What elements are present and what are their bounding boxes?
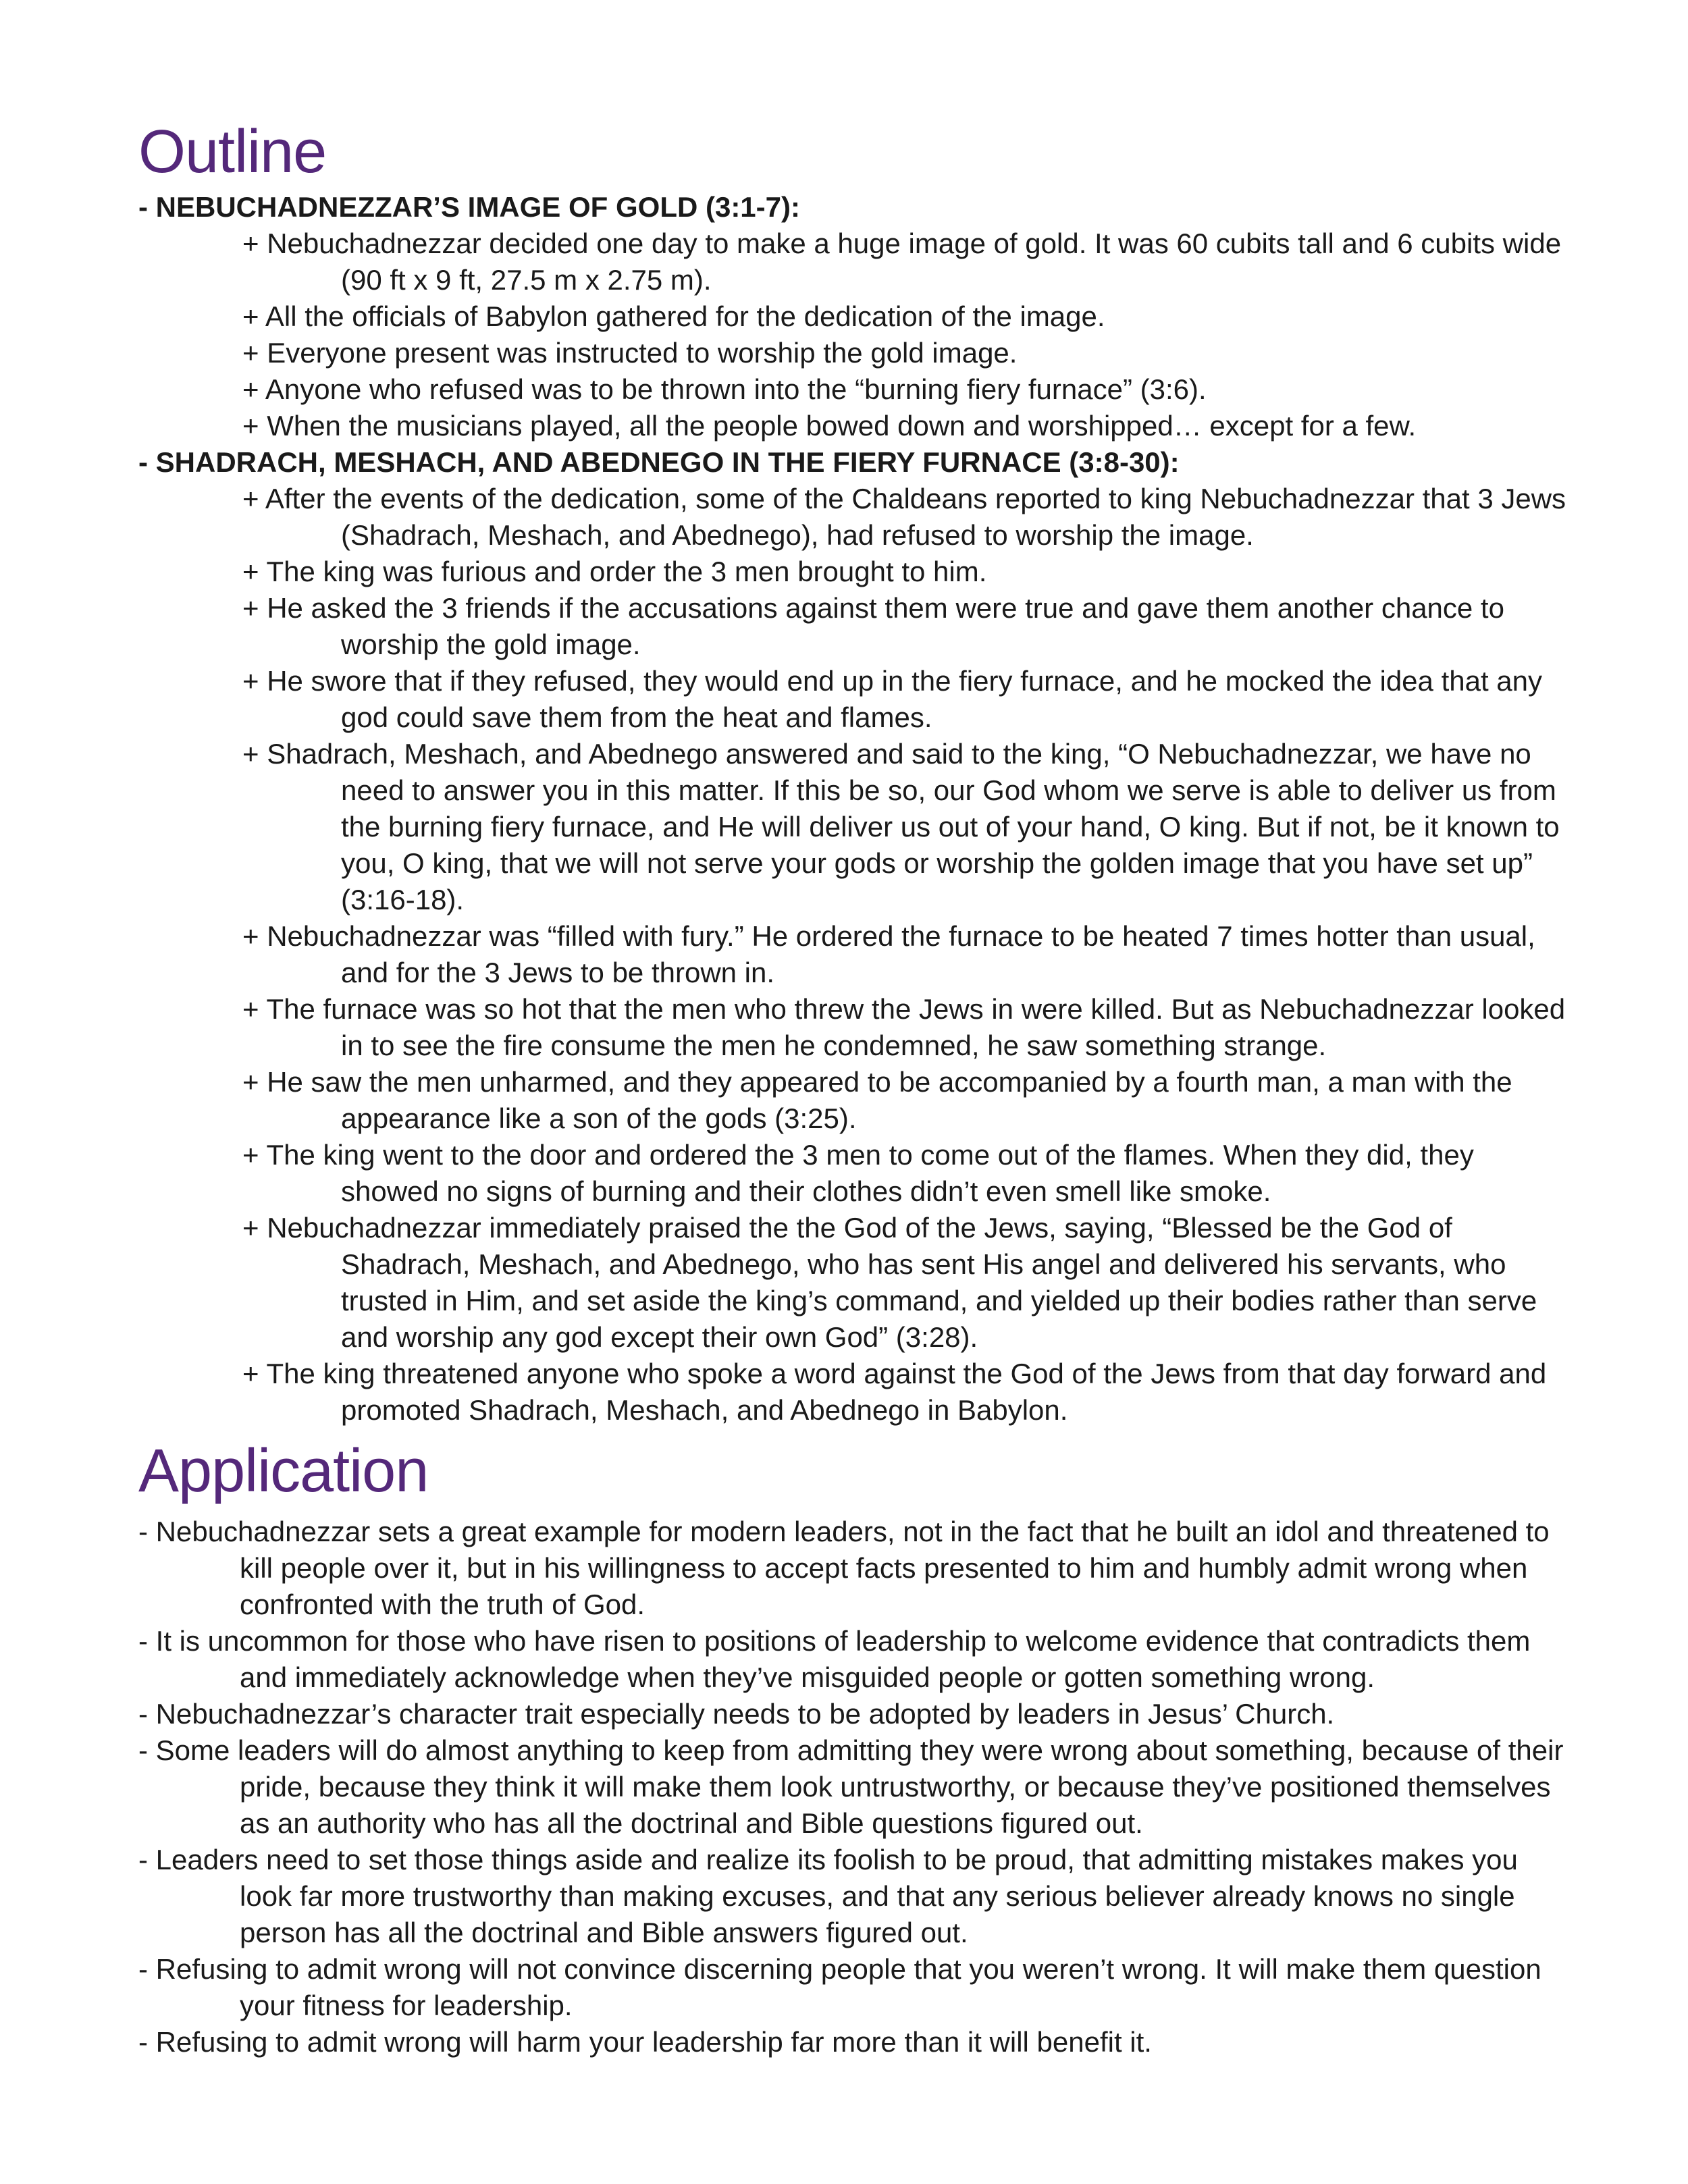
outline-item: + Shadrach, Meshach, and Abednego answered and said to the king, “O Nebuchadnezzar, we have no need to answer you in this matter. If this be so, our God whom we serve is able to deliver us from the burning fiery furnace, and He will deliver us out of your hand, O king. But if not, be it known to you, O king, that we will not serve your gods or worship the golden image that you have set up” (3:16-18). xyxy=(242,738,1560,915)
document-page xyxy=(138,115,1570,2060)
outline-item: + Nebuchadnezzar was “filled with fury.” He ordered the furnace to be heated 7 times hotter than usual, and for the 3 Jews to be thrown in. xyxy=(242,920,1535,988)
outline-item: + He swore that if they refused, they would end up in the fiery furnace, and he mocked the idea that any god could save them from the heat and flames. xyxy=(242,665,1543,733)
outline-item: + The king threatened anyone who spoke a word against the God of the Jews from that day forward and promoted Shadrach, Meshach, and Abednego in Babylon. xyxy=(242,1358,1547,1426)
outline-item: + Nebuchadnezzar immediately praised the the God of the Jews, saying, “Blessed be the God of Shadrach, Meshach, and Abednego, who has sent His angel and delivered his servants, who trusted in Him, and set aside the king’s command, and yielded up their bodies rather than serve and worship any god except their own God” (3:28). xyxy=(242,1212,1537,1353)
outline-item: + The king was furious and order the 3 men brought to him. xyxy=(242,556,987,587)
outline-item: + Anyone who refused was to be thrown into the “burning fiery furnace” (3:6). xyxy=(242,373,1207,405)
outline-item: + The furnace was so hot that the men who threw the Jews in were killed. But as Nebuchadnezzar looked in to see the fire consume the men he condemned, he saw something strange. xyxy=(242,993,1566,1061)
outline-section-title: - SHADRACH, MESHACH, AND ABEDNEGO IN THE FIERY FURNACE (3:8-30): xyxy=(138,446,1180,478)
application-item: - Some leaders will do almost anything to keep from admitting they were wrong about something, because of their pride, because they think it will make them look untrustworthy, or because they’ve positioned themselves as an authority who has all the doctrinal and Bible questions figured out. xyxy=(138,1734,1564,1839)
outline-section xyxy=(138,444,1570,1429)
application-item: - Nebuchadnezzar’s character trait especially needs to be adopted by leaders in Jesus’ Church. xyxy=(138,1698,1335,1730)
outline-item: + He saw the men unharmed, and they appeared to be accompanied by a fourth man, a man with the appearance like a son of the gods (3:25). xyxy=(242,1066,1512,1134)
outline-section-title: - NEBUCHADNEZZAR’S IMAGE OF GOLD (3:1-7): xyxy=(138,191,800,223)
application-item: - Leaders need to set those things aside and realize its foolish to be proud, that admitting mistakes makes you look far more trustworthy than making excuses, and that any serious believer already knows no single person has all the doctrinal and Bible answers figured out. xyxy=(138,1844,1518,1948)
outline-item: + Nebuchadnezzar decided one day to make a huge image of gold. It was 60 cubits tall and 6 cubits wide (90 ft x 9 ft, 27.5 m x 2.75 m). xyxy=(242,228,1562,296)
outline-item: + When the musicians played, all the people bowed down and worshipped… except for a few. xyxy=(242,410,1417,442)
application-item: - It is uncommon for those who have risen to positions of leadership to welcome evidence that contradicts them and immediately acknowledge when they’ve misguided people or gotten something wrong. xyxy=(138,1625,1531,1693)
application-item: - Refusing to admit wrong will not convince discerning people that you weren’t wrong. It will make them question your fitness for leadership. xyxy=(138,1953,1541,2021)
outline-item: + The king went to the door and ordered the 3 men to come out of the flames. When they did, they showed no signs of burning and their clothes didn’t even smell like smoke. xyxy=(242,1139,1474,1207)
application-heading: Application xyxy=(138,1437,429,1505)
application-item: - Nebuchadnezzar sets a great example for modern leaders, not in the fact that he built an idol and threatened to kill people over it, but in his willingness to accept facts presented to him and humbly admit wrong when confronted with the truth of God. xyxy=(138,1516,1550,1620)
outline-heading: Outline xyxy=(138,118,327,186)
outline-item: + All the officials of Babylon gathered for the dedication of the image. xyxy=(242,300,1105,332)
outline-item: + After the events of the dedication, some of the Chaldeans reported to king Nebuchadnezzar that 3 Jews (Shadrach, Meshach, and Abednego), had refused to worship the image. xyxy=(242,483,1566,551)
application-item: - Refusing to admit wrong will harm your leadership far more than it will benefit it. xyxy=(138,2026,1152,2058)
outline-section xyxy=(138,189,1570,444)
application-list xyxy=(138,1514,1570,2060)
outline-item: + Everyone present was instructed to worship the gold image. xyxy=(242,337,1018,369)
outline-item: + He asked the 3 friends if the accusations against them were true and gave them another chance to worship the gold image. xyxy=(242,592,1504,660)
